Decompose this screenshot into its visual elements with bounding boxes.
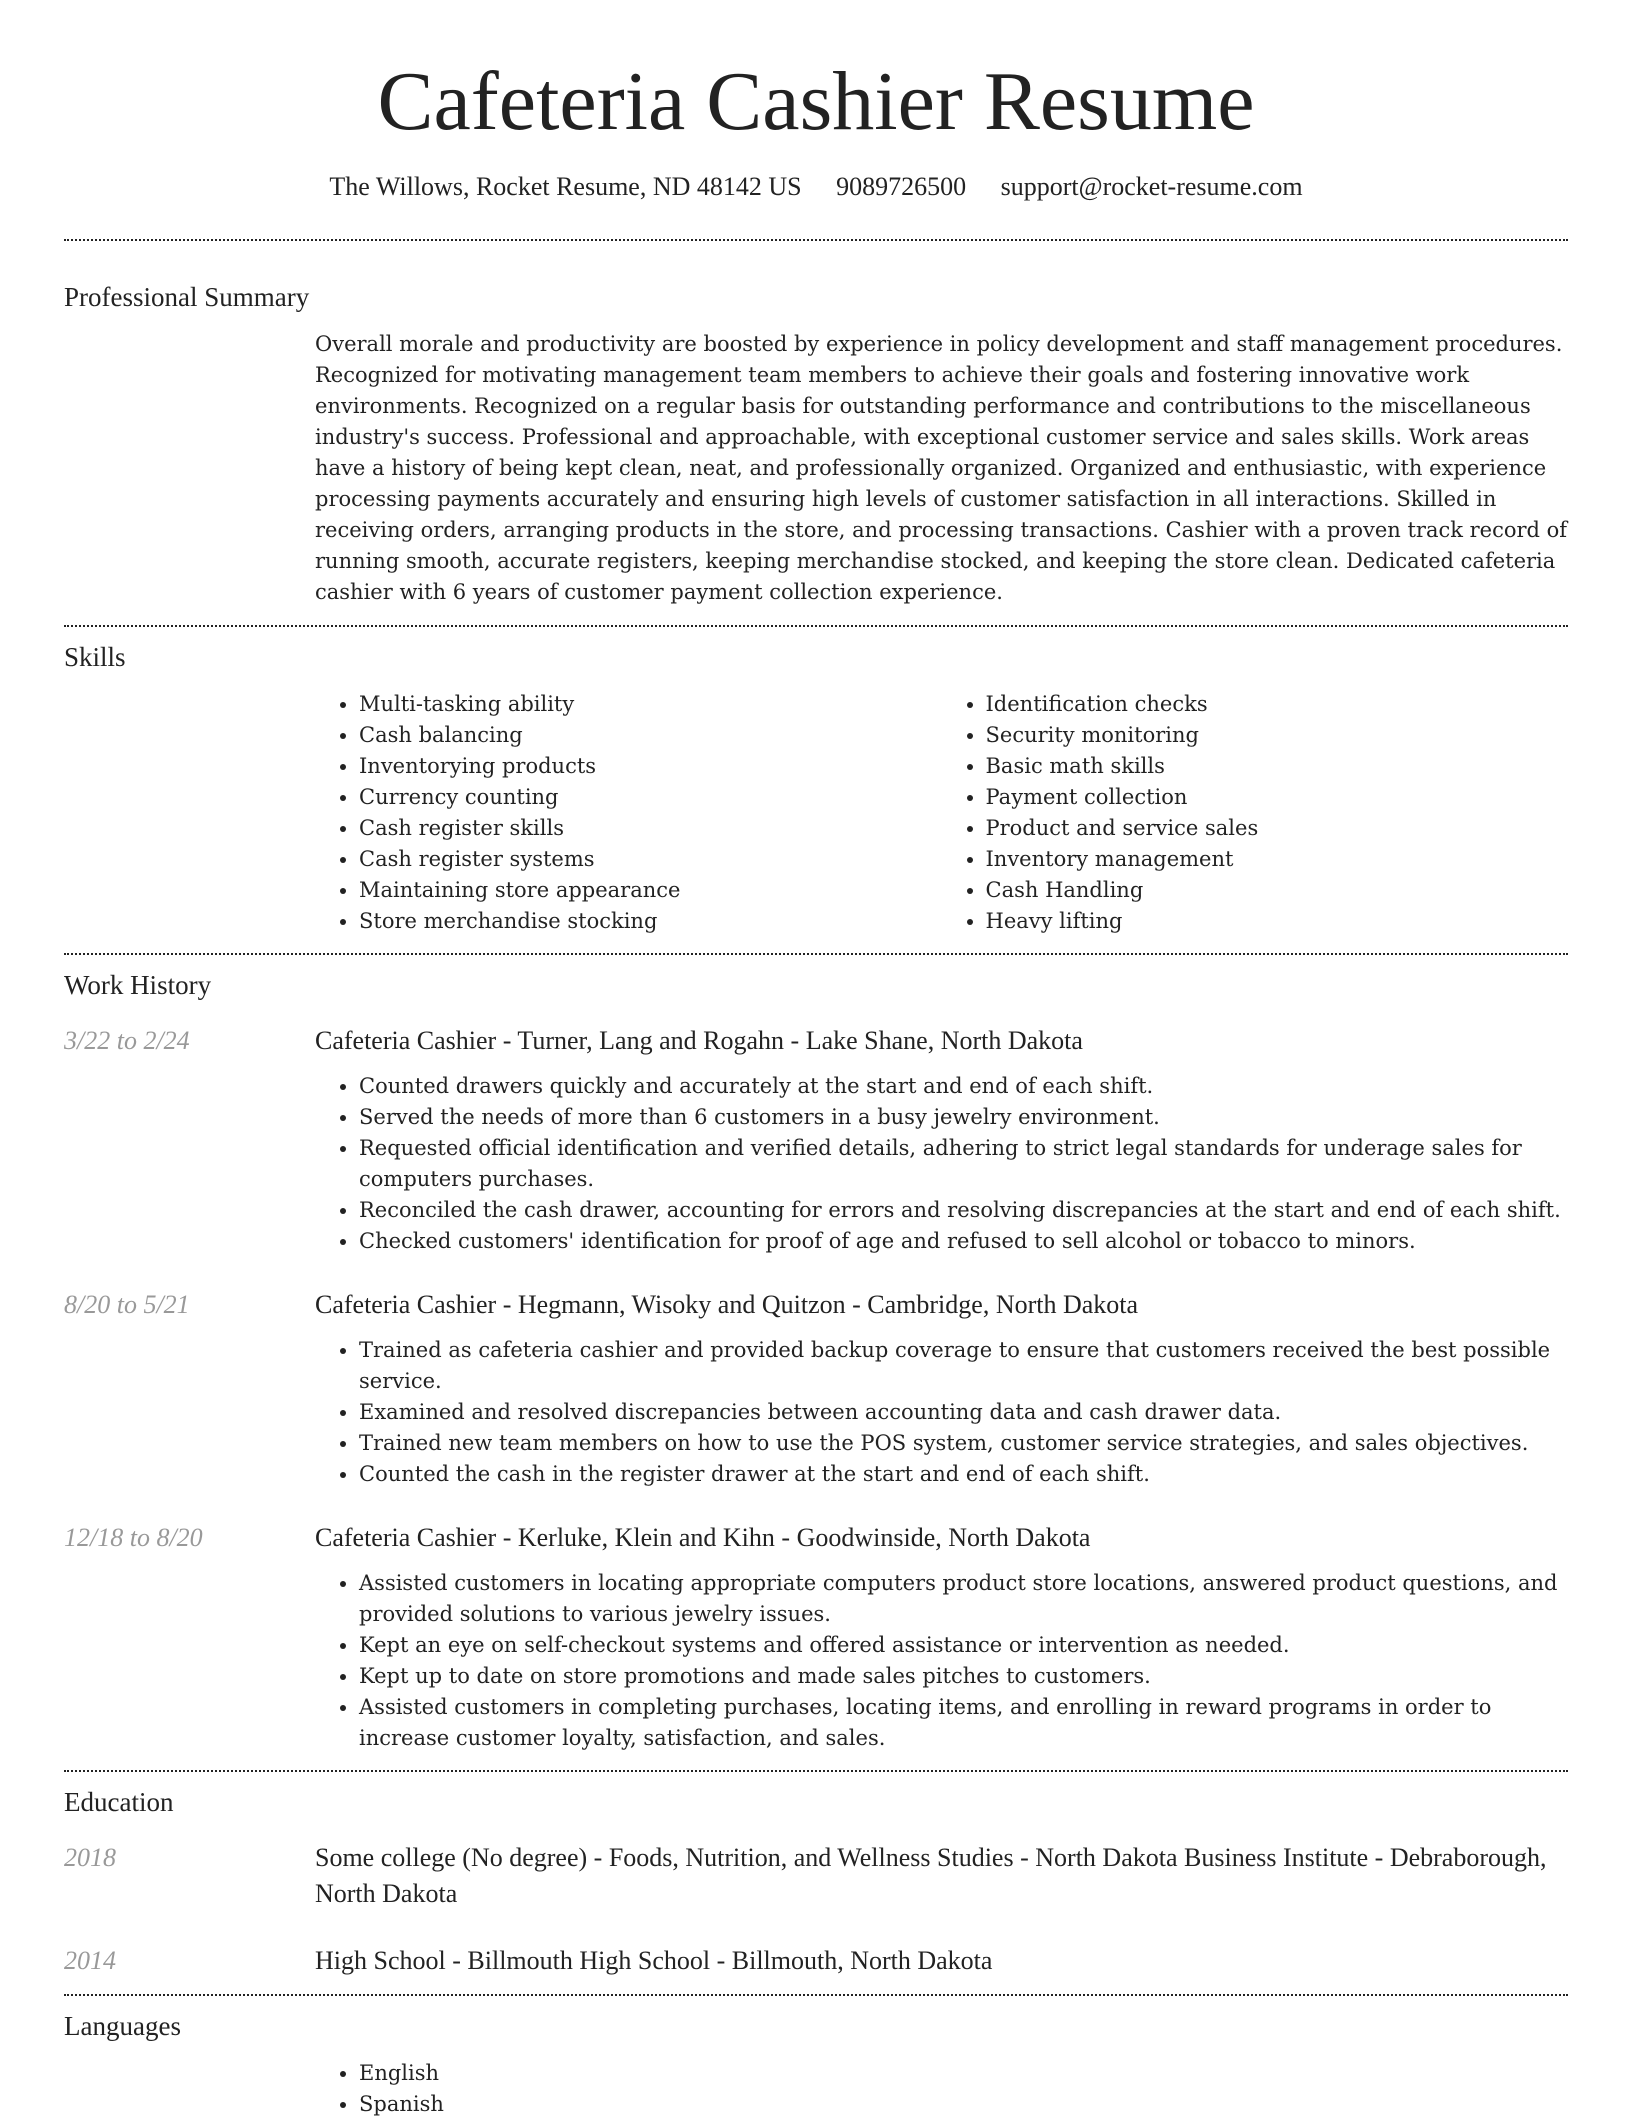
job-bullet: • Reconciled the cash drawer, accounting for errors and resolving discrepancies at the start and end of each shift. bbox=[359, 1195, 1568, 1226]
skill-item: • Identification checks bbox=[986, 689, 1569, 720]
work-dates: 8/20 to 5/21 bbox=[64, 1290, 190, 1319]
section-title-education: Education bbox=[64, 1787, 174, 1817]
section-divider bbox=[64, 239, 1568, 241]
skill-item: • Cash Handling bbox=[986, 875, 1569, 906]
language-item: • English bbox=[359, 2058, 1568, 2089]
skill-item: • Cash register skills bbox=[359, 813, 942, 844]
contact-email: support@rocket-resume.com bbox=[1000, 172, 1303, 201]
work-entry bbox=[64, 1023, 1568, 1257]
languages-block bbox=[315, 2058, 1568, 2120]
work-entry bbox=[64, 1520, 1568, 1754]
skill-item: • Product and service sales bbox=[986, 813, 1569, 844]
section-divider bbox=[64, 625, 1568, 627]
skill-item: • Security monitoring bbox=[986, 720, 1569, 751]
education-year: 2018 bbox=[64, 1843, 116, 1872]
contact-phone: 9089726500 bbox=[836, 172, 967, 201]
job-company: Kerluke, Klein and Kihn bbox=[517, 1523, 775, 1552]
job-bullet: • Checked customers' identification for proof of age and refused to sell alcohol or tobacco to minors. bbox=[359, 1226, 1568, 1257]
skill-item: • Cash balancing bbox=[359, 720, 942, 751]
job-location: Cambridge, North Dakota bbox=[867, 1290, 1139, 1319]
skill-item: • Cash register systems bbox=[359, 844, 942, 875]
skills-list-right bbox=[942, 689, 1569, 937]
job-bullet: • Kept up to date on store promotions and made sales pitches to customers. bbox=[359, 1661, 1568, 1692]
job-bullets bbox=[315, 1568, 1568, 1754]
job-bullet: • Kept an eye on self-checkout systems and offered assistance or intervention as needed. bbox=[359, 1630, 1568, 1661]
work-entry-body bbox=[315, 1023, 1568, 1257]
job-bullet: • Counted drawers quickly and accurately at the start and end of each shift. bbox=[359, 1071, 1568, 1102]
job-bullet: • Counted the cash in the register drawer at the start and end of each shift. bbox=[359, 1459, 1568, 1490]
job-location: Goodwinside, North Dakota bbox=[796, 1523, 1091, 1552]
contact-address: The Willows, Rocket Resume, ND 48142 US bbox=[329, 172, 802, 201]
section-title-work: Work History bbox=[64, 970, 212, 1000]
skill-item: • Maintaining store appearance bbox=[359, 875, 942, 906]
resume-page bbox=[64, 0, 1568, 2120]
skill-item: • Basic math skills bbox=[986, 751, 1569, 782]
education-title-line: Some college (No degree) - Foods, Nutrition, and Wellness Studies - North Dakota Business Institute - Debraborough, North Dakota bbox=[315, 1843, 1547, 1908]
job-bullet: • Trained as cafeteria cashier and provided backup coverage to ensure that customers received the best possible service. bbox=[359, 1335, 1568, 1397]
education-year: 2014 bbox=[64, 1946, 116, 1975]
work-dates: 3/22 to 2/24 bbox=[64, 1026, 190, 1055]
skill-item: • Multi-tasking ability bbox=[359, 689, 942, 720]
job-bullets bbox=[315, 1071, 1568, 1257]
section-title-languages: Languages bbox=[64, 2011, 181, 2041]
job-bullet: • Assisted customers in completing purchases, locating items, and enrolling in reward programs in order to increase customer loyalty, satisfaction, and sales. bbox=[359, 1692, 1568, 1754]
job-title: Cafeteria Cashier bbox=[315, 1523, 497, 1552]
contact-line bbox=[64, 170, 1568, 204]
education-degree: Some college (No degree) - Foods, Nutrition, and Wellness Studies bbox=[315, 1843, 1014, 1872]
summary-block bbox=[315, 329, 1568, 608]
skill-item: • Currency counting bbox=[359, 782, 942, 813]
job-bullets bbox=[315, 1335, 1568, 1490]
summary-text: Overall morale and productivity are boosted by experience in policy development and staff management procedures. Recognized for motivating management team members to achieve their goals and fostering innovative work environments. Recognized on a regular basis for outstanding performance and contributions to the miscellaneous industry's success. Professional and approachable, with exceptional customer service and sales skills. Work areas have a history of being kept clean, neat, and professionally organized. Organized and enthusiastic, with experience processing payments accurately and ensuring high levels of customer satisfaction in all interactions. Skilled in receiving orders, arranging products in the store, and processing transactions. Cashier with a proven track record of running smooth, accurate registers, keeping merchandise stocked, and keeping the store clean. Dedicated cafeteria cashier with 6 years of customer payment collection experience. bbox=[315, 332, 1568, 604]
skill-item: • Inventorying products bbox=[359, 751, 942, 782]
skill-item: • Inventory management bbox=[986, 844, 1569, 875]
education-title-line: High School - Billmouth High School - Billmouth, North Dakota bbox=[315, 1946, 993, 1975]
job-bullet: • Examined and resolved discrepancies between accounting data and cash drawer data. bbox=[359, 1397, 1568, 1428]
education-entry-body bbox=[315, 1840, 1568, 1912]
language-item: • Spanish bbox=[359, 2089, 1568, 2120]
job-bullet: • Trained new team members on how to use the POS system, customer service strategies, and sales objectives. bbox=[359, 1428, 1568, 1459]
resume-title: Cafeteria Cashier Resume bbox=[377, 55, 1255, 148]
job-company: Hegmann, Wisoky and Quitzon bbox=[517, 1290, 846, 1319]
job-company: Turner, Lang and Rogahn bbox=[517, 1026, 785, 1055]
work-title-line: Cafeteria Cashier - Kerluke, Klein and Kihn - Goodwinside, North Dakota bbox=[315, 1523, 1091, 1552]
skills-block bbox=[315, 689, 1568, 937]
skills-list-left bbox=[315, 689, 942, 937]
section-divider bbox=[64, 953, 1568, 955]
resume-header bbox=[64, 0, 1568, 204]
work-title-line: Cafeteria Cashier - Hegmann, Wisoky and Quitzon - Cambridge, North Dakota bbox=[315, 1290, 1139, 1319]
section-title-skills: Skills bbox=[64, 642, 126, 672]
education-entry-body bbox=[315, 1943, 1568, 1979]
work-entry-body bbox=[315, 1520, 1568, 1754]
education-school: North Dakota Business Institute - Debraborough, North Dakota bbox=[315, 1843, 1547, 1908]
job-bullet: • Assisted customers in locating appropriate computers product store locations, answered product questions, and provided solutions to various jewelry issues. bbox=[359, 1568, 1568, 1630]
job-bullet: • Served the needs of more than 6 customers in a busy jewelry environment. bbox=[359, 1102, 1568, 1133]
education-degree: High School bbox=[315, 1946, 446, 1975]
work-title-line: Cafeteria Cashier - Turner, Lang and Rogahn - Lake Shane, North Dakota bbox=[315, 1026, 1083, 1055]
work-dates: 12/18 to 8/20 bbox=[64, 1523, 203, 1552]
languages-list bbox=[315, 2058, 1568, 2120]
education-entry bbox=[64, 1840, 1568, 1912]
work-entry bbox=[64, 1287, 1568, 1490]
job-title: Cafeteria Cashier bbox=[315, 1026, 497, 1055]
skill-item: • Store merchandise stocking bbox=[359, 906, 942, 937]
section-divider bbox=[64, 1994, 1568, 1996]
job-title: Cafeteria Cashier bbox=[315, 1290, 497, 1319]
section-title-summary: Professional Summary bbox=[64, 282, 310, 312]
job-location: Lake Shane, North Dakota bbox=[805, 1026, 1083, 1055]
skill-item: • Heavy lifting bbox=[986, 906, 1569, 937]
section-divider bbox=[64, 1770, 1568, 1772]
skill-item: • Payment collection bbox=[986, 782, 1569, 813]
job-bullet: • Requested official identification and verified details, adhering to strict legal standards for underage sales for computers purchases. bbox=[359, 1133, 1568, 1195]
education-school: Billmouth High School - Billmouth, North Dakota bbox=[467, 1946, 993, 1975]
education-entry bbox=[64, 1943, 1568, 1979]
work-entry-body bbox=[315, 1287, 1568, 1490]
